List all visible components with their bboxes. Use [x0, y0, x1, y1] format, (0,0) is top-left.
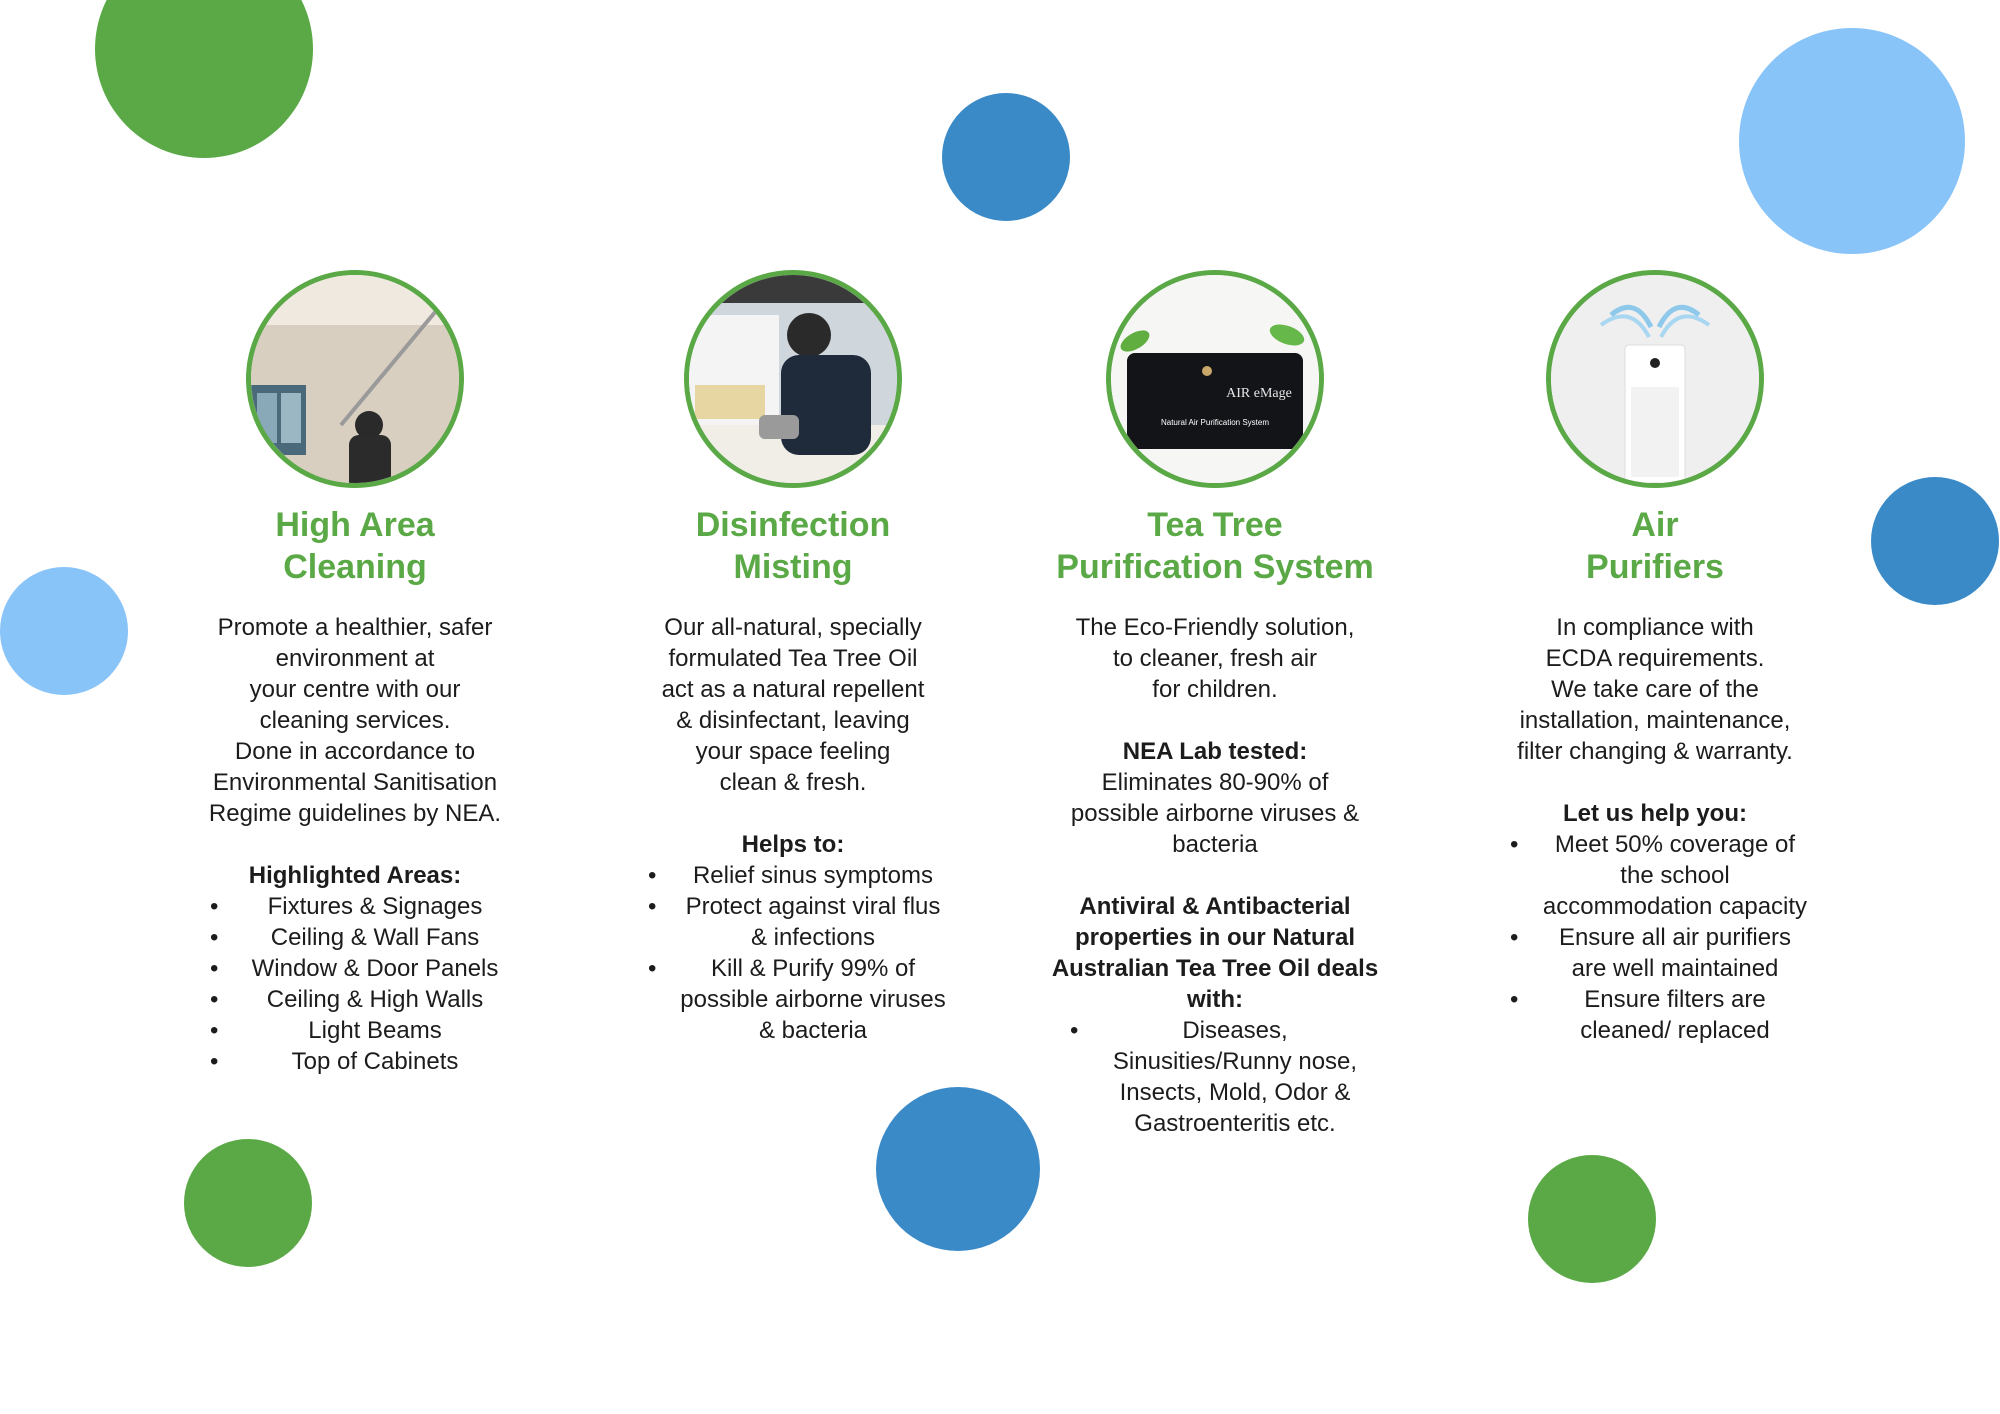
list-item: • Diseases, Sinusities/Runny nose, Insects, Mold, Odor & Gastroenteritis etc. [1050, 1015, 1380, 1139]
decor-circle-blue [1871, 477, 1999, 605]
service-description: Our all-natural, specially formulated Tea Tree Oil act as a natural repellent & disinfectant, leaving your space feeling clean & fresh. Helps to: • Relief sinus symptoms • Protect against viral flus & infections • Kill & Purify 99% of possible airborne viruses & bacteria [628, 612, 958, 1046]
product-brand: AIR eMage [1226, 386, 1292, 401]
section-subhead: Highlighted Areas: [248, 862, 462, 889]
list-item: • Ensure filters are cleaned/ replaced [1490, 984, 1820, 1046]
service-title: Tea Tree Purification System [1056, 506, 1374, 586]
service-description: Promote a healthier, safer environment at your centre with our cleaning services. Done in accordance to Environmental Sanitisation Regime guidelines by NEA. Highlighted Areas: • Fixtures & Signages • Ceiling & Wall Fans • Window & Door Panels • Ceiling & High Walls • Light Beams • Top of Cabinets [190, 612, 520, 1077]
bullet-list [1490, 829, 1820, 1046]
service-card-tea-tree-purification [1050, 270, 1380, 1139]
bullet-list [1050, 1015, 1380, 1139]
list-item: • Relief sinus symptoms [628, 860, 958, 891]
bullet-list [628, 860, 958, 1046]
list-item: • Top of Cabinets [190, 1046, 520, 1077]
section-subhead: Let us help you: [1562, 800, 1747, 827]
section-subhead: Helps to: [741, 831, 845, 858]
list-item: • Ceiling & Wall Fans [190, 922, 520, 953]
decor-circle-light-blue [1739, 28, 1965, 254]
product-label: Natural Air Purification System [1160, 418, 1270, 427]
service-card-disinfection-misting [628, 270, 958, 1046]
service-title: Disinfection Misting [695, 506, 891, 586]
decor-circle-green [95, 0, 313, 158]
service-title: Air Purifiers [1586, 506, 1724, 586]
section-subhead: Antiviral & Antibacterial properties in our Natural Australian Tea Tree Oil deals with: [1051, 893, 1379, 1013]
list-item: • Window & Door Panels [190, 953, 520, 984]
air-purifier-photo [1546, 270, 1764, 488]
service-title: High Area Cleaning [275, 506, 435, 586]
service-description: In compliance with ECDA requirements. We take care of the installation, maintenance, filter changing & warranty. Let us help you: • Meet 50% coverage of the school accommodation capacity • Ensure all air purifiers are well maintained • Ensure filters are cleaned/ replaced [1490, 612, 1820, 1046]
list-item: • Light Beams [190, 1015, 520, 1046]
decor-circle-blue [876, 1087, 1040, 1251]
service-card-air-purifiers [1490, 270, 1820, 1046]
decor-circle-blue [942, 93, 1070, 221]
tea-tree-purification-photo [1106, 270, 1324, 488]
list-item: • Meet 50% coverage of the school accommodation capacity [1490, 829, 1820, 922]
decor-circle-light-blue [0, 567, 128, 695]
bullet-list [190, 891, 520, 1077]
list-item: • Fixtures & Signages [190, 891, 520, 922]
list-item: • Protect against viral flus & infections [628, 891, 958, 953]
list-item: • Kill & Purify 99% of possible airborne viruses & bacteria [628, 953, 958, 1046]
service-description: The Eco-Friendly solution, to cleaner, fresh air for children. NEA Lab tested: Eliminates 80-90% of possible airborne viruses & bacteria Antiviral & Antibacterial properties in our Natural Australian Tea Tree Oil deals with: • Diseases, Sinusities/Runny nose, Insects, Mold, Odor & Gastroenteritis etc. [1050, 612, 1380, 1139]
list-item: • Ensure all air purifiers are well maintained [1490, 922, 1820, 984]
decor-circle-green [184, 1139, 312, 1267]
list-item: • Ceiling & High Walls [190, 984, 520, 1015]
service-card-high-area-cleaning [190, 270, 520, 1077]
decor-circle-green [1528, 1155, 1656, 1283]
disinfection-misting-photo [684, 270, 902, 488]
high-area-cleaning-photo [246, 270, 464, 488]
section-subhead: NEA Lab tested: [1122, 738, 1308, 765]
